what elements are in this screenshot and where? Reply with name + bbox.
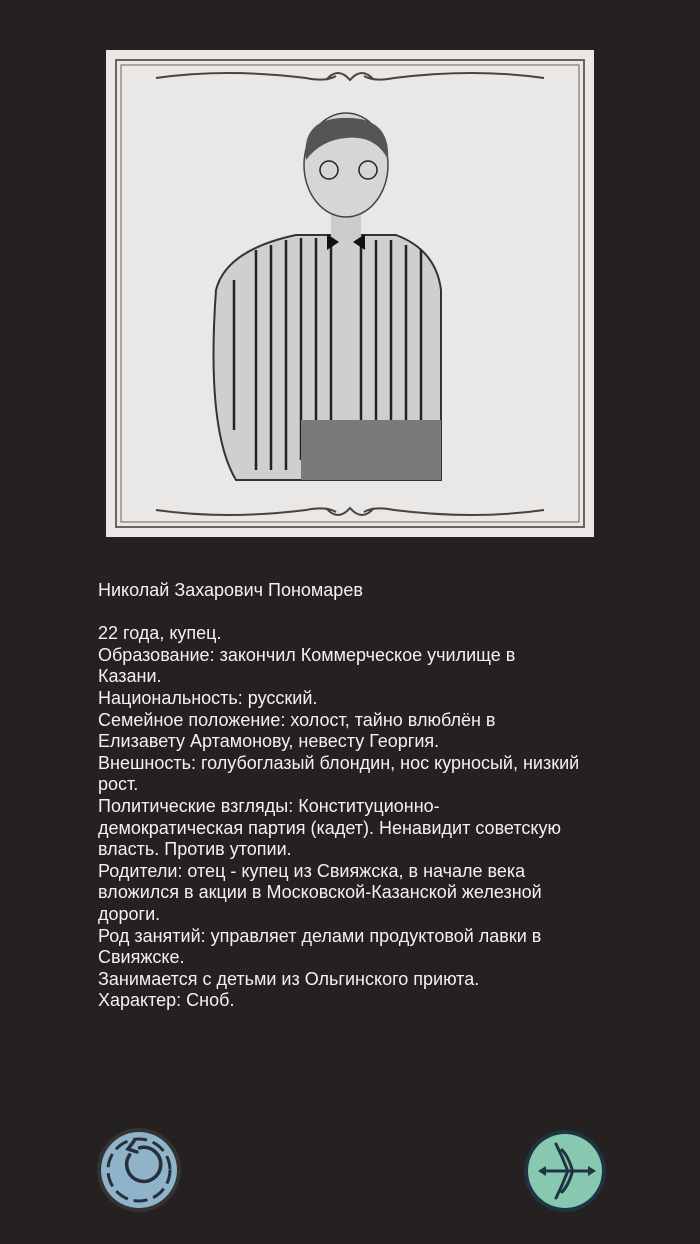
back-button[interactable] [96,1127,182,1213]
bio-line: Семейное положение: холост, тайно влюблён в [98,709,496,730]
undo-arrow-icon [96,1127,182,1213]
bio-line: Елизавету Артамонову, невесту Георгия. [98,731,440,752]
bio-line: Казани. [98,666,162,687]
ornate-arrow-icon [522,1128,608,1214]
bio-line: Образование: закончил Коммерческое училище в [98,644,516,665]
bio-line: 22 года, купец. [98,623,222,644]
next-button[interactable] [522,1128,608,1214]
bio-line: власть. Против утопии. [98,839,292,860]
bio-line: Внешность: голубоглазый блондин, нос курносый, низкий [98,752,580,773]
bio-line: Национальность: русский. [98,687,318,708]
character-bio [98,580,638,1012]
character-name: Николай Захарович Пономарев [98,580,363,600]
bio-line: дороги. [98,903,161,924]
bio-line: демократическая партия (кадет). Ненавидит советскую [98,817,561,838]
bio-line: Политические взгляды: Конституционно- [98,795,440,816]
bio-line: Род занятий: управляет делами продуктовой лавки в [98,925,542,946]
bio-line: вложился в акции в Московской-Казанской железной [98,882,542,903]
bio-line: Родители: отец - купец из Свияжска, в начале века [98,860,526,881]
spacer [98,602,638,624]
bio-line: Свияжске. [98,947,185,968]
bio-line: Занимается с детьми из Ольгинского приюта. [98,968,480,989]
bio-line: Характер: Сноб. [98,990,235,1011]
bio-line: рост. [98,774,139,795]
character-portrait [106,50,594,537]
